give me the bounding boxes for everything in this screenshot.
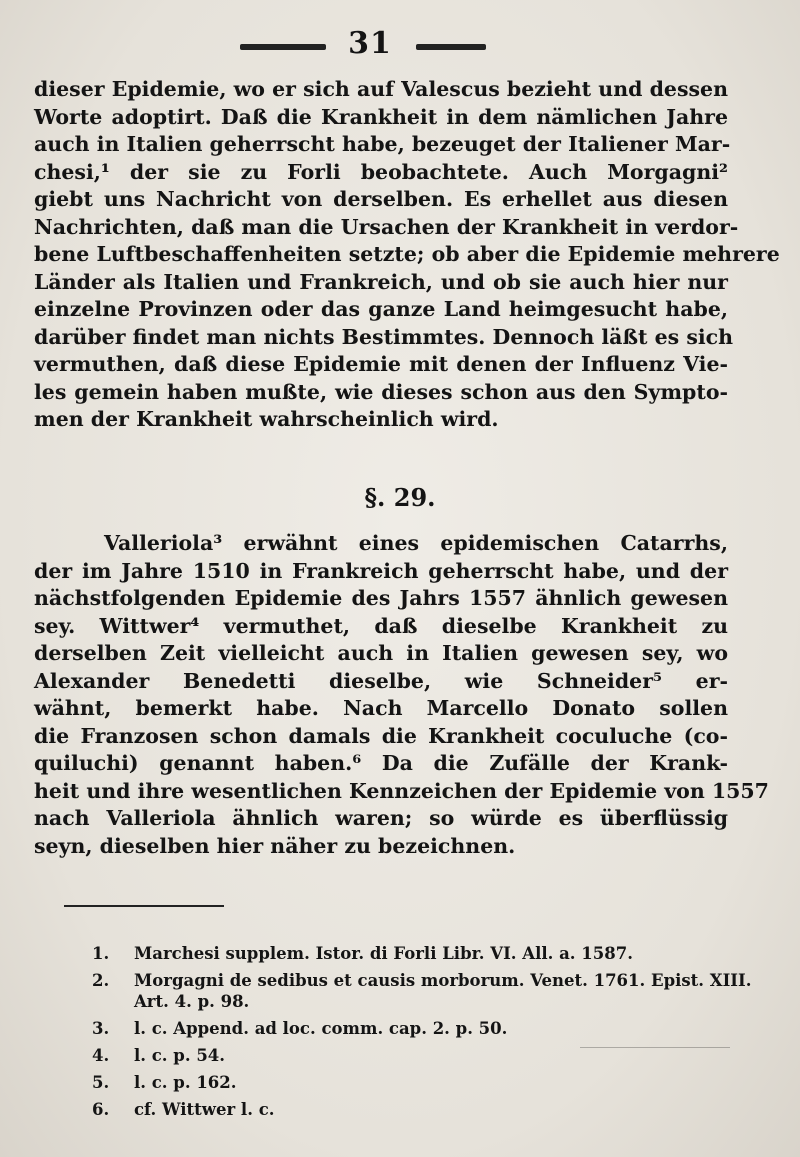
footnote-3 bbox=[92, 1018, 782, 1039]
text-line: der im Jahre 1510 in Frankreich geherrscht habe, und der bbox=[34, 558, 728, 583]
text-line: nächstfolgenden Epidemie des Jahrs 1557 ähnlich gewesen bbox=[34, 586, 728, 610]
section-heading: §. 29. bbox=[364, 483, 436, 512]
page-number: 31 bbox=[348, 26, 392, 61]
text-line: heit und ihre wesentlichen Kennzeichen der Epidemie von 1557 bbox=[34, 778, 769, 803]
text-line: bene Luftbeschaffenheiten setzte; ob aber die Epidemie mehrere bbox=[34, 242, 780, 266]
footnote-6 bbox=[92, 1099, 782, 1120]
paragraph-1 bbox=[34, 76, 780, 434]
footnote-number: 4. bbox=[92, 1046, 110, 1065]
text-line: dieser Epidemie, wo er sich auf Valescus bezieht und dessen bbox=[34, 77, 728, 101]
text-line: darüber findet man nichts Bestimmtes. Dennoch läßt es sich bbox=[34, 324, 734, 349]
footnote-text: l. c. p. 162. bbox=[134, 1073, 237, 1092]
footnote-number: 2. bbox=[92, 971, 110, 990]
text-line: seyn, dieselben hier näher zu bezeichnen. bbox=[34, 833, 516, 858]
text-line: Alexander Benedetti dieselbe, wie Schneider⁵ er- bbox=[34, 668, 728, 693]
text-line: nach Valleriola ähnlich waren; so würde es überflüssig bbox=[34, 806, 728, 830]
show-through-rule bbox=[580, 1047, 730, 1048]
footnote-5 bbox=[92, 1072, 782, 1093]
footnotes bbox=[92, 943, 782, 1126]
text-line: les gemein haben mußte, wie dieses schon aus den Sympto- bbox=[34, 379, 728, 404]
footnote-text: cf. Wittwer l. c. bbox=[134, 1100, 275, 1119]
footnote-divider bbox=[64, 905, 224, 907]
footnote-number: 1. bbox=[92, 944, 110, 963]
header-rule-left bbox=[240, 44, 326, 50]
footnote-1 bbox=[92, 943, 782, 964]
paragraph-2 bbox=[34, 530, 769, 860]
text-line: vermuthen, daß diese Epidemie mit denen der Influenz Vie- bbox=[34, 352, 728, 376]
footnote-text: l. c. p. 54. bbox=[134, 1046, 226, 1065]
footnote-number: 3. bbox=[92, 1019, 110, 1038]
text-line: auch in Italien geherrscht habe, bezeuget der Italiener Mar- bbox=[34, 132, 731, 156]
footnote-text: Marchesi supplem. Istor. di Forli Libr. VI. All. a. 1587. bbox=[134, 944, 633, 963]
footnote-text: l. c. Append. ad loc. comm. cap. 2. p. 50. bbox=[134, 1019, 508, 1038]
text-line: die Franzosen schon damals die Krankheit coculuche (co- bbox=[34, 723, 728, 748]
footnote-number: 5. bbox=[92, 1073, 110, 1092]
page-header bbox=[0, 26, 800, 66]
text-line: chesi,¹ der sie zu Forli beobachtete. Auch Morgagni² bbox=[34, 159, 728, 184]
text-line: quiluchi) genannt haben.⁶ Da die Zufälle der Krank- bbox=[34, 751, 728, 775]
text-line: Valleriola³ erwähnt eines epidemischen Catarrhs, bbox=[104, 531, 728, 555]
text-line: Länder als Italien und Frankreich, und ob sie auch hier nur bbox=[34, 269, 728, 294]
text-line: men der Krankheit wahrscheinlich wird. bbox=[34, 407, 499, 431]
text-line: derselben Zeit vielleicht auch in Italien gewesen sey, wo bbox=[34, 641, 728, 665]
text-line: Worte adoptirt. Daß die Krankheit in dem nämlichen Jahre bbox=[34, 104, 728, 129]
text-line: einzelne Provinzen oder das ganze Land heimgesucht habe, bbox=[34, 297, 728, 321]
footnote-text: Morgagni de sedibus et causis morborum. Venet. 1761. Epist. XIII. Art. 4. p. 98. bbox=[134, 971, 752, 1011]
text-line: giebt uns Nachricht von derselben. Es erhellet aus diesen bbox=[34, 187, 728, 211]
text-line: Nachrichten, daß man die Ursachen der Krankheit in verdor- bbox=[34, 214, 739, 239]
footnote-number: 6. bbox=[92, 1100, 110, 1119]
header-rule-right bbox=[416, 44, 486, 50]
footnote-2 bbox=[92, 970, 782, 1012]
text-line: sey. Wittwer⁴ vermuthet, daß dieselbe Krankheit zu bbox=[34, 613, 728, 638]
text-line: wähnt, bemerkt habe. Nach Marcello Donato sollen bbox=[34, 696, 728, 720]
footnote-4 bbox=[92, 1045, 782, 1066]
